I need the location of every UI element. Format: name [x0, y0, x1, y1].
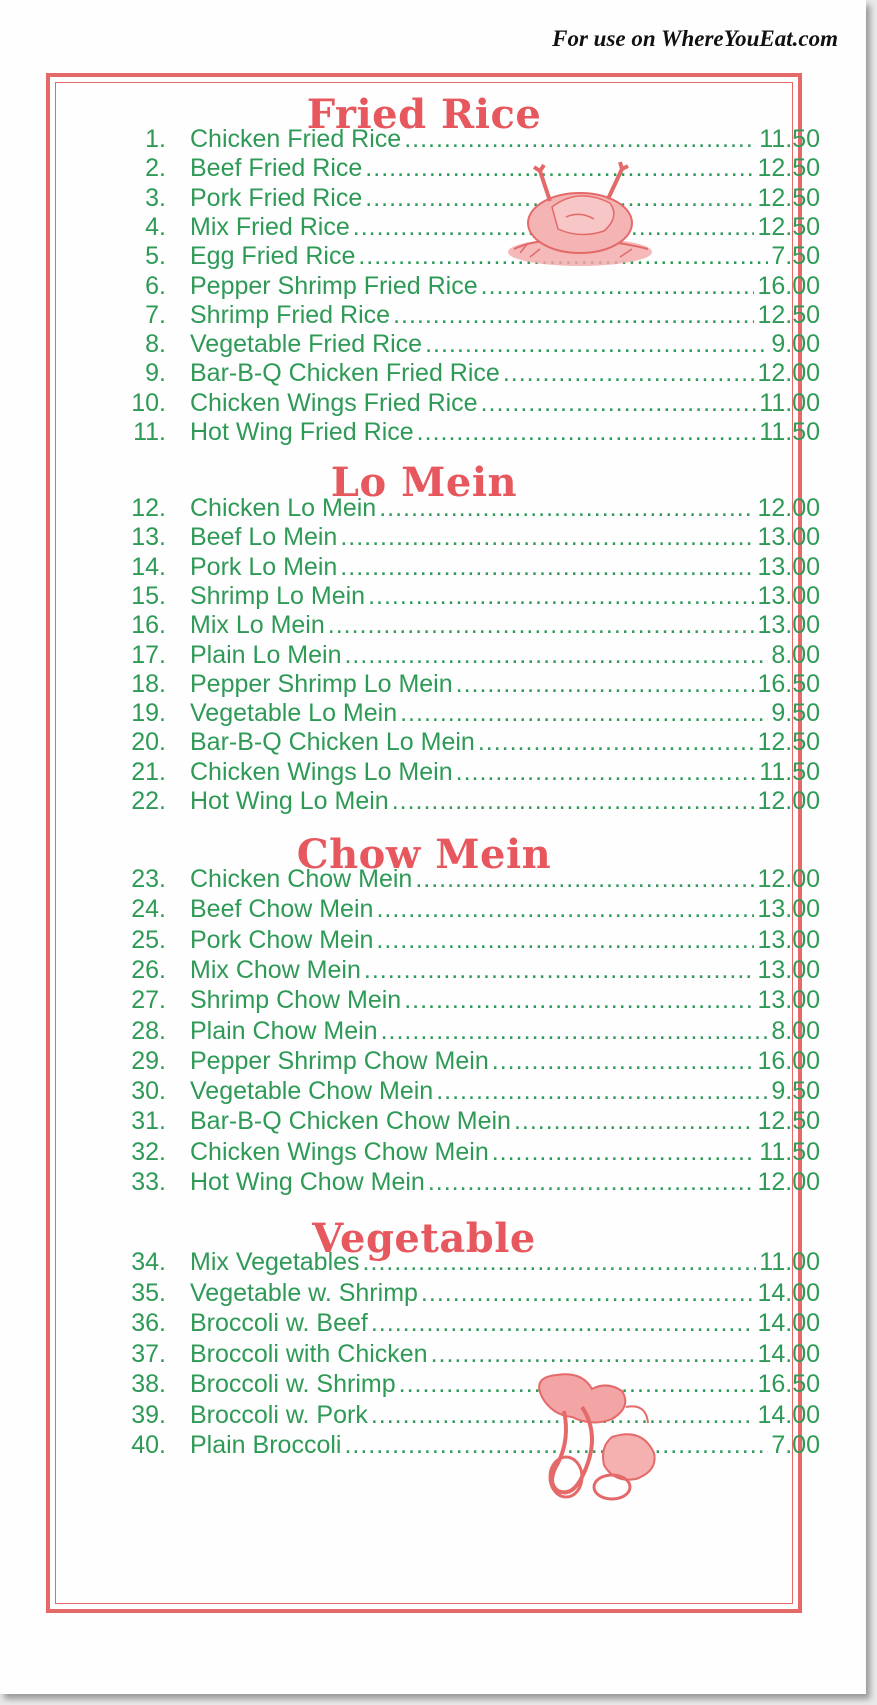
item-number: 40.	[131, 1431, 166, 1459]
item-price: 16.00	[757, 271, 820, 300]
item-number: 37.	[131, 1339, 166, 1368]
menu-item	[50, 1431, 820, 1463]
roast-chicken-icon	[500, 157, 660, 272]
item-name: Pepper Shrimp Fried Rice	[190, 271, 478, 300]
item-number: 12.	[131, 494, 166, 522]
item-name: Vegetable w. Shrimp	[190, 1278, 418, 1307]
item-row	[190, 611, 820, 640]
item-price: 12.00	[757, 1168, 820, 1196]
item-name: Bar-B-Q Chicken Chow Mein	[190, 1107, 511, 1136]
item-price: 13.00	[757, 581, 820, 610]
item-name: Plain Lo Mein	[190, 640, 342, 669]
item-row	[190, 1431, 820, 1460]
menu-item	[50, 1248, 820, 1280]
item-name: Broccoli w. Pork	[190, 1400, 368, 1429]
item-row	[190, 758, 820, 787]
item-price: 11.00	[759, 1248, 820, 1276]
item-number: 33.	[131, 1168, 166, 1196]
section-title: Chow Mein	[296, 831, 552, 878]
item-number: 8.	[145, 330, 166, 359]
item-price: 12.00	[757, 865, 820, 893]
item-name: Pork Chow Mein	[190, 925, 374, 954]
item-price: 11.00	[759, 388, 820, 417]
item-row	[190, 1309, 820, 1338]
section-title: Vegetable	[312, 1215, 536, 1262]
item-price: 12.50	[757, 183, 820, 212]
item-number: 14.	[131, 552, 166, 581]
item-name: Chicken Wings Fried Rice	[190, 388, 478, 417]
item-number: 18.	[131, 669, 166, 698]
item-name: Broccoli w. Beef	[190, 1309, 368, 1337]
menu-item	[50, 552, 820, 585]
item-row	[190, 301, 820, 330]
item-price: 13.00	[757, 552, 820, 581]
item-row	[190, 1279, 820, 1308]
menu-frame	[46, 73, 820, 1613]
dot-leader	[371, 1309, 755, 1338]
item-row	[190, 956, 820, 985]
menu-item	[50, 669, 820, 702]
item-name: Chicken Wings Lo Mein	[190, 757, 453, 786]
item-row	[190, 787, 820, 816]
item-name: Hot Wing Lo Mein	[190, 787, 389, 815]
item-name: Shrimp Chow Mein	[190, 986, 402, 1015]
menu-item	[50, 183, 820, 216]
item-number: 27.	[131, 986, 166, 1015]
menu-item	[50, 300, 820, 333]
menu-item	[50, 1077, 820, 1109]
menu-item	[50, 125, 820, 157]
item-row	[190, 582, 820, 611]
dot-leader	[393, 301, 754, 330]
item-price: 9.50	[771, 699, 820, 728]
item-number: 23.	[131, 865, 166, 893]
item-name: Plain Chow Mein	[190, 1016, 378, 1045]
item-number: 15.	[131, 581, 166, 610]
item-number: 16.	[131, 611, 166, 640]
item-price: 12.00	[757, 494, 820, 522]
item-number: 34.	[131, 1248, 166, 1276]
item-row	[190, 1370, 820, 1399]
item-name: Mix Chow Mein	[190, 955, 361, 984]
item-price: 7.00	[771, 1431, 820, 1459]
item-name: Bar-B-Q Chicken Fried Rice	[190, 359, 500, 388]
item-number: 22.	[131, 787, 166, 815]
item-number: 21.	[131, 757, 166, 786]
menu-item	[50, 757, 820, 790]
menu-item	[50, 388, 820, 421]
menu-item	[50, 1278, 820, 1311]
section-title: Lo Mein	[330, 459, 518, 506]
item-row	[190, 125, 820, 154]
item-row	[190, 1168, 820, 1197]
item-row	[190, 865, 820, 894]
item-price: 11.50	[759, 757, 820, 786]
menu-item	[50, 986, 820, 1018]
item-row	[190, 1401, 820, 1430]
item-number: 10.	[131, 388, 166, 417]
item-name: Vegetable Lo Mein	[190, 699, 398, 728]
item-number: 11.	[133, 418, 166, 446]
menu-item	[50, 1339, 820, 1372]
dot-leader	[376, 895, 754, 924]
menu-item	[50, 925, 820, 958]
item-price: 13.00	[757, 611, 820, 640]
item-price: 13.00	[757, 986, 820, 1015]
item-name: Beef Lo Mein	[190, 523, 338, 552]
item-number: 36.	[131, 1309, 166, 1337]
item-name: Mix Fried Rice	[190, 212, 350, 241]
item-number: 32.	[131, 1137, 166, 1166]
item-price: 13.00	[757, 955, 820, 984]
item-price: 12.50	[757, 154, 820, 183]
dot-leader	[492, 1138, 757, 1167]
menu-item	[50, 611, 820, 643]
dot-leader	[431, 1340, 755, 1369]
dot-leader	[381, 1017, 769, 1046]
item-name: Hot Wing Chow Mein	[190, 1168, 425, 1196]
item-price: 14.00	[757, 1309, 820, 1337]
item-name: Pepper Shrimp Chow Mein	[190, 1046, 489, 1075]
item-number: 30.	[131, 1077, 166, 1106]
item-name: Mix Lo Mein	[190, 611, 325, 640]
dot-leader	[392, 787, 755, 816]
item-name: Pepper Shrimp Lo Mein	[190, 669, 453, 698]
item-name: Chicken Wings Chow Mein	[190, 1137, 489, 1166]
item-row	[190, 926, 820, 955]
item-row	[190, 330, 820, 359]
menu-item	[50, 699, 820, 731]
item-row	[190, 641, 820, 670]
item-price: 16.50	[757, 1370, 820, 1398]
item-price: 16.00	[757, 1046, 820, 1075]
item-number: 6.	[145, 271, 166, 300]
menu-item	[50, 1107, 820, 1139]
item-row	[190, 272, 820, 301]
dot-leader	[425, 330, 768, 359]
section-title: Fried Rice	[306, 91, 542, 138]
menu-item	[50, 728, 820, 760]
item-row	[190, 1047, 820, 1076]
item-price: 12.50	[757, 300, 820, 329]
item-name: Chicken Chow Mein	[190, 865, 413, 893]
item-name: Broccoli with Chicken	[190, 1339, 428, 1368]
item-row	[190, 1017, 820, 1046]
item-row	[190, 986, 820, 1015]
dot-leader	[328, 611, 755, 640]
menu-item	[50, 1016, 820, 1049]
item-number: 5.	[145, 242, 166, 271]
menu-item	[50, 523, 820, 555]
item-row	[190, 494, 820, 523]
item-number: 20.	[131, 728, 166, 757]
item-price: 14.00	[757, 1278, 820, 1307]
item-price: 8.00	[771, 640, 820, 669]
item-row	[190, 389, 820, 418]
dot-leader	[415, 865, 754, 894]
item-name: Broccoli w. Shrimp	[190, 1370, 396, 1398]
dot-leader	[436, 1077, 768, 1106]
dot-leader	[340, 523, 754, 552]
dot-leader	[481, 272, 755, 301]
dot-leader	[376, 926, 754, 955]
menu-item	[50, 359, 820, 391]
menu-item	[50, 1309, 820, 1341]
item-price: 9.50	[771, 1077, 820, 1106]
dot-leader	[368, 582, 754, 611]
item-name: Chicken Lo Mein	[190, 494, 377, 522]
menu-item	[50, 1168, 820, 1200]
menu-item	[50, 212, 820, 245]
item-number: 38.	[131, 1370, 166, 1398]
menu-item	[50, 271, 820, 304]
item-price: 14.00	[757, 1339, 820, 1368]
item-price: 12.50	[757, 212, 820, 241]
menu-item	[50, 242, 820, 274]
item-name: Beef Fried Rice	[190, 154, 363, 183]
item-row	[190, 895, 820, 924]
item-price: 12.50	[757, 1107, 820, 1136]
item-price: 11.50	[759, 1137, 820, 1166]
item-number: 4.	[145, 212, 166, 241]
item-name: Shrimp Fried Rice	[190, 300, 391, 329]
menu-item	[50, 1370, 820, 1402]
item-number: 35.	[131, 1278, 166, 1307]
item-price: 12.00	[757, 359, 820, 388]
item-name: Egg Fried Rice	[190, 242, 356, 271]
dot-leader	[364, 956, 755, 985]
dot-leader	[478, 728, 755, 757]
item-name: Shrimp Lo Mein	[190, 581, 366, 610]
item-number: 19.	[131, 699, 166, 728]
item-number: 39.	[131, 1400, 166, 1429]
item-number: 3.	[145, 183, 166, 212]
item-number: 17.	[131, 640, 166, 669]
menu-item	[50, 581, 820, 614]
item-row	[190, 553, 820, 582]
item-number: 1.	[145, 125, 166, 153]
item-name: Pork Fried Rice	[190, 183, 363, 212]
item-name: Plain Broccoli	[190, 1431, 342, 1459]
item-name: Chicken Fried Rice	[190, 125, 402, 153]
item-number: 24.	[131, 895, 166, 924]
menu-item	[50, 494, 820, 526]
item-price: 11.50	[759, 125, 820, 153]
dot-leader	[492, 1047, 755, 1076]
item-row	[190, 1077, 820, 1106]
dot-leader	[379, 494, 754, 523]
item-row	[190, 728, 820, 757]
item-row	[190, 1340, 820, 1369]
dot-leader	[514, 1107, 755, 1136]
item-price: 13.00	[757, 925, 820, 954]
item-price: 9.00	[771, 330, 820, 359]
item-row	[190, 670, 820, 699]
item-number: 7.	[145, 300, 166, 329]
vegetables-icon	[522, 1367, 662, 1502]
item-number: 9.	[145, 359, 166, 388]
item-price: 14.00	[757, 1400, 820, 1429]
item-number: 29.	[131, 1046, 166, 1075]
menu-item	[50, 1400, 820, 1433]
dot-leader	[400, 699, 768, 728]
item-number: 13.	[131, 523, 166, 552]
dot-leader	[417, 418, 757, 447]
item-price: 16.50	[757, 669, 820, 698]
dot-leader	[456, 670, 755, 699]
item-row	[190, 523, 820, 552]
dot-leader	[344, 641, 768, 670]
menu-item	[50, 1137, 820, 1170]
menu-item	[50, 787, 820, 819]
dot-leader	[363, 1248, 757, 1277]
dot-leader	[404, 125, 756, 154]
item-price: 8.00	[771, 1016, 820, 1045]
dot-leader	[421, 1279, 755, 1308]
menu-item	[50, 865, 820, 897]
item-name: Vegetable Chow Mein	[190, 1077, 434, 1106]
item-number: 26.	[131, 955, 166, 984]
item-number: 25.	[131, 925, 166, 954]
dot-leader	[481, 389, 757, 418]
menu-item	[50, 154, 820, 186]
item-number: 2.	[145, 154, 166, 183]
item-price: 7.50	[771, 242, 820, 271]
dot-leader	[404, 986, 754, 1015]
item-name: Beef Chow Mein	[190, 895, 374, 924]
menu-item	[50, 640, 820, 673]
item-number: 28.	[131, 1016, 166, 1045]
item-price: 13.00	[757, 523, 820, 552]
dot-leader	[503, 359, 755, 388]
item-price: 12.50	[757, 728, 820, 757]
menu-item	[50, 895, 820, 927]
item-row	[190, 359, 820, 388]
item-name: Hot Wing Fried Rice	[190, 418, 414, 446]
watermark: For use on WhereYouEat.com	[552, 26, 838, 51]
item-name: Vegetable Fried Rice	[190, 330, 423, 359]
item-row	[190, 699, 820, 728]
item-row	[190, 1248, 820, 1277]
dot-leader	[456, 758, 757, 787]
menu-item	[50, 330, 820, 362]
item-number: 31.	[131, 1107, 166, 1136]
dot-leader	[340, 553, 754, 582]
menu-item	[50, 955, 820, 988]
item-row	[190, 418, 820, 447]
dot-leader	[428, 1168, 755, 1197]
item-row	[190, 1138, 820, 1167]
item-name: Pork Lo Mein	[190, 552, 338, 581]
item-name: Mix Vegetables	[190, 1248, 360, 1276]
item-price: 13.00	[757, 895, 820, 924]
item-name: Bar-B-Q Chicken Lo Mein	[190, 728, 475, 757]
menu-item	[50, 418, 820, 450]
item-price: 11.50	[759, 418, 820, 446]
menu-item	[50, 1046, 820, 1079]
item-row	[190, 1107, 820, 1136]
item-price: 12.00	[757, 787, 820, 815]
